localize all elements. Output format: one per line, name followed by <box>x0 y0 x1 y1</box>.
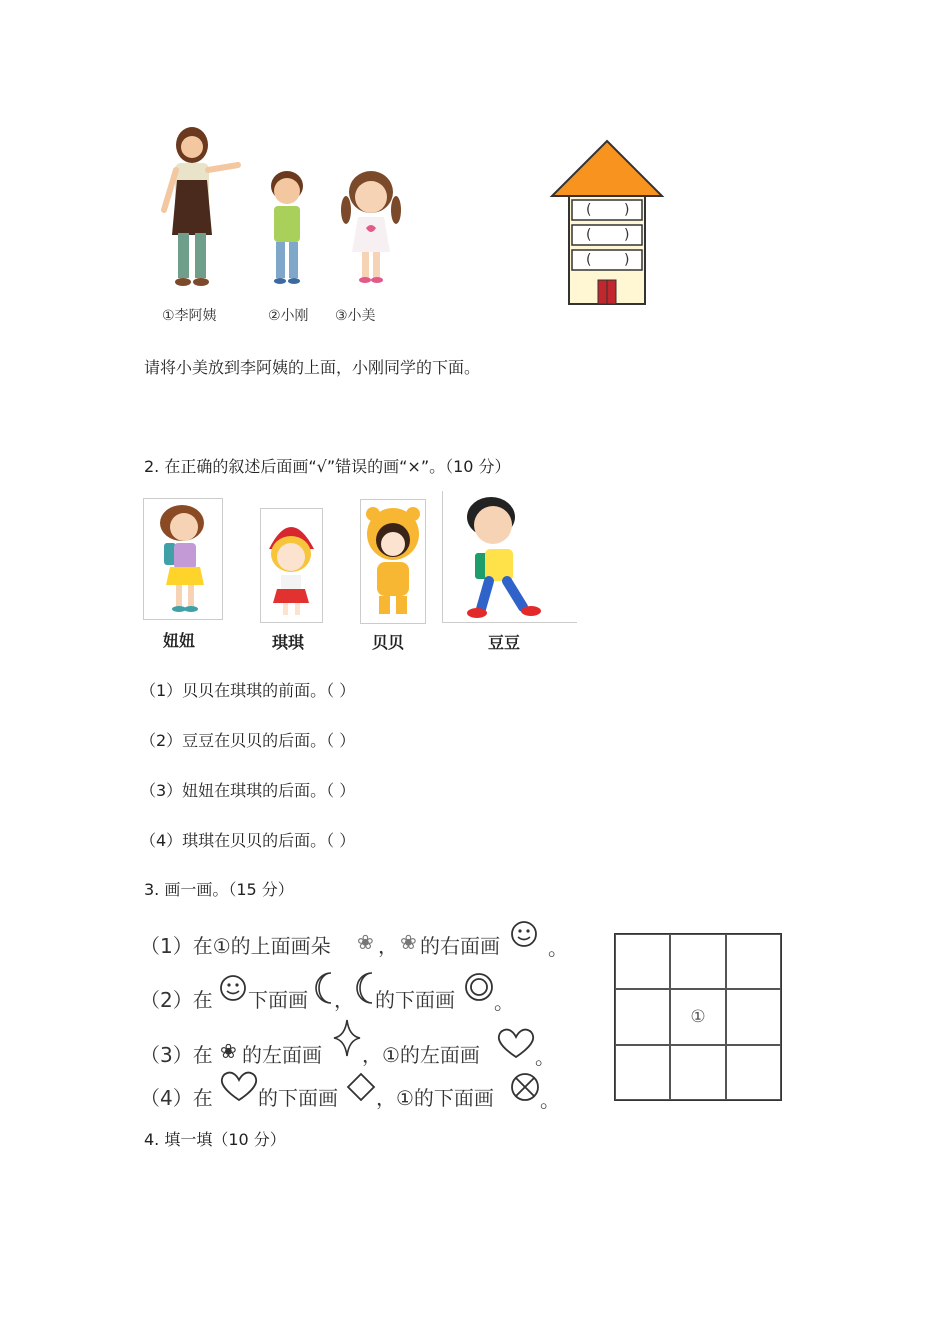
diamond-icon <box>346 1072 376 1102</box>
doudou-frame <box>442 491 577 623</box>
caption-aunt-li: ①李阿姨 <box>162 308 217 324</box>
q3-line3-text-d: 。 <box>535 1045 555 1069</box>
q3-line1-text-c: 的右面画 <box>420 934 500 958</box>
name-niuniu: 妞妞 <box>163 631 196 650</box>
q3-line1-text-a: （1）在①的上面画朵 <box>140 934 331 958</box>
grid-cell[interactable] <box>726 1045 781 1100</box>
q3-line2-text-e: 。 <box>494 990 514 1014</box>
name-beibei: 贝贝 <box>372 633 405 652</box>
q3-line3-text-a: （3）在 <box>140 1043 213 1067</box>
grid-cell[interactable] <box>615 934 670 989</box>
beibei-figure <box>361 500 425 623</box>
q3-line2-text-a: （2）在 <box>140 988 213 1012</box>
flower-icon: ❀ <box>357 930 374 954</box>
drawing-grid <box>614 933 782 1101</box>
house-slot-close-3: ) <box>624 252 630 268</box>
flower-icon: ❀ <box>400 930 417 954</box>
flower-icon: ❀ <box>220 1039 237 1063</box>
grid-cell[interactable] <box>615 989 670 1044</box>
beibei-frame <box>360 499 426 624</box>
q1-instruction: 请将小美放到李阿姨的上面，小刚同学的下面。 <box>144 358 481 377</box>
q2-item-3: （3）妞妞在琪琪的后面。（ ） <box>140 781 356 800</box>
grid-center-label: ① <box>690 1006 706 1027</box>
q3-line4-text-c: ，①的下面画 <box>376 1086 494 1110</box>
grid-cell-center[interactable] <box>670 989 725 1044</box>
grid-cell[interactable] <box>670 1045 725 1100</box>
q3-line4-text-b: 的下面画 <box>258 1086 338 1110</box>
caption-xiaogang: ②小刚 <box>268 308 309 324</box>
q3-line4-text-a: （4）在 <box>140 1086 213 1110</box>
qiqi-figure <box>261 509 322 622</box>
house-figure <box>548 138 666 308</box>
heart-icon <box>497 1027 535 1059</box>
q3-line2-text-c: ， <box>334 988 354 1012</box>
q2-item-1: （1）贝贝在琪琪的前面。（ ） <box>140 681 356 700</box>
aunt-li-figure <box>150 125 245 290</box>
four-point-star-icon <box>332 1018 362 1058</box>
q3-line2-text-b: 下面画 <box>248 988 308 1012</box>
house-slot-open-2: ( <box>586 227 592 243</box>
q3-line4-text-d: 。 <box>540 1088 560 1112</box>
name-doudou: 豆豆 <box>488 633 521 652</box>
doudou-figure <box>443 491 577 621</box>
q3-line3-text-c: ，①的左面画 <box>362 1043 480 1067</box>
q4-title: 4. 填一填（10 分） <box>144 1130 286 1149</box>
q2-title: 2. 在正确的叙述后面画“√”错误的画“×”。（10 分） <box>144 457 511 476</box>
q3-title: 3. 画一画。（15 分） <box>144 880 294 899</box>
house-slot-open-1: ( <box>586 202 592 218</box>
house-slot-close-2: ) <box>624 227 630 243</box>
q3-line2-text-d: 的下面画 <box>375 988 455 1012</box>
name-qiqi: 琪琪 <box>272 633 305 652</box>
circle-x-icon <box>510 1072 540 1102</box>
q3-line1-text-d: 。 <box>548 936 568 960</box>
smiley-icon <box>219 974 247 1002</box>
smiley-icon <box>510 920 538 948</box>
grid-cell[interactable] <box>615 1045 670 1100</box>
niuniu-figure <box>144 499 222 619</box>
house-slot-close-1: ) <box>624 202 630 218</box>
q2-item-4: （4）琪琪在贝贝的后面。（ ） <box>140 831 356 850</box>
grid-cell[interactable] <box>726 934 781 989</box>
double-circle-icon <box>464 972 494 1002</box>
grid-cell[interactable] <box>670 934 725 989</box>
caption-xiaomei: ③小美 <box>335 308 376 324</box>
grid-cell[interactable] <box>726 989 781 1044</box>
qiqi-frame <box>260 508 323 623</box>
xiaogang-figure <box>262 170 312 288</box>
house-slot-open-3: ( <box>586 252 592 268</box>
heart-icon <box>220 1070 258 1102</box>
niuniu-frame <box>143 498 223 620</box>
xiaomei-figure <box>336 170 406 288</box>
q3-line1-text-b: ， <box>378 934 398 958</box>
q2-item-2: （2）豆豆在贝贝的后面。（ ） <box>140 731 356 750</box>
q3-line3-text-b: 的左面画 <box>242 1043 322 1067</box>
